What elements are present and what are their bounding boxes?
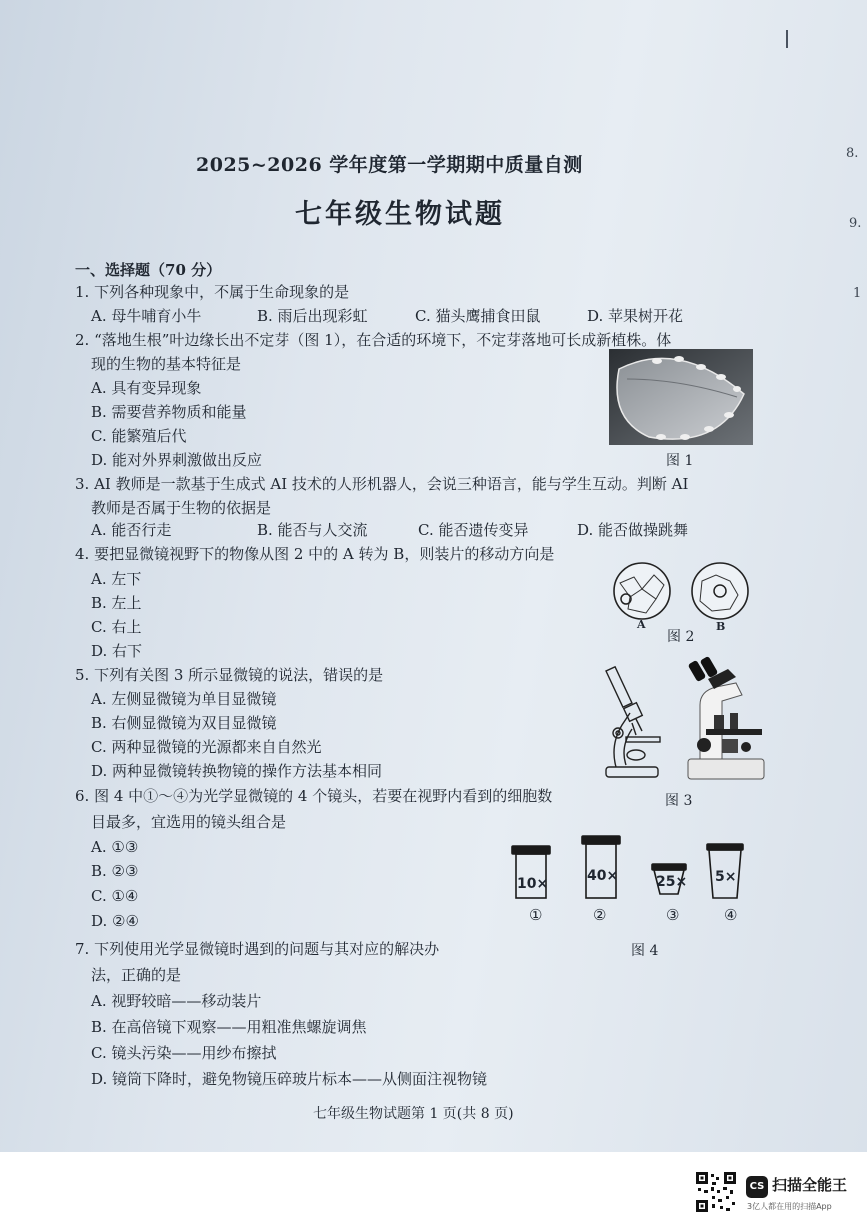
edge-mark: 9. (849, 216, 862, 231)
question-stem: 3. AI 教师是一款基于生成式 AI 技术的人形机器人，会说三种语言，能与学生互动。判断 AI (75, 475, 689, 493)
figure-1-caption: 图 1 (666, 453, 694, 469)
question-option: B. ②③ (91, 862, 139, 880)
scanner-logo-icon: CS (746, 1176, 768, 1198)
question-option: B. 需要营养物质和能量 (91, 403, 247, 421)
question-option: A. 母牛哺育小牛 (91, 307, 202, 325)
question-option: A. 左下 (91, 570, 142, 588)
question-option: C. ①④ (91, 887, 139, 905)
question-option: D. 两种显微镜转换物镜的操作方法基本相同 (91, 762, 383, 780)
question-option: B. 雨后出现彩虹 (257, 307, 368, 325)
question-option: A. ①③ (91, 838, 139, 856)
question-stem: 4. 要把显微镜视野下的物像从图 2 中的 A 转为 B，则装片的移动方向是 (75, 545, 555, 563)
question-stem: 5. 下列有关图 3 所示显微镜的说法，错误的是 (75, 666, 384, 684)
lens-3-number: ③ (666, 906, 680, 924)
question-stem: 法，正确的是 (91, 966, 182, 984)
question-option: C. 能繁殖后代 (91, 427, 187, 445)
lens-4-label: 5× (715, 869, 737, 885)
figure-3-microscopes (596, 655, 771, 785)
question-stem: 6. 图 4 中①～④为光学显微镜的 4 个镜头，若要在视野内看到的细胞数 (75, 787, 553, 805)
figure-1-leaf-photo (609, 349, 753, 445)
scanner-strip (0, 1152, 867, 1228)
figure-2-caption: 图 2 (667, 629, 695, 645)
question-option: A. 能否行走 (91, 521, 172, 539)
page-footer: 七年级生物试题第 1 页(共 8 页) (313, 1106, 514, 1122)
edge-mark: 1 (853, 286, 862, 301)
question-option: C. 镜头污染——用纱布擦拭 (91, 1044, 277, 1062)
question-stem: 7. 下列使用光学显微镜时遇到的问题与其对应的解决办 (75, 940, 440, 958)
lens-1-number: ① (529, 906, 543, 924)
question-option: B. 在高倍镜下观察——用粗准焦螺旋调焦 (91, 1018, 367, 1036)
question-stem: 教师是否属于生物的依据是 (91, 499, 272, 517)
question-option: A. 视野较暗——移动装片 (91, 992, 262, 1010)
lens-3-label: 25× (656, 874, 688, 890)
question-option: D. 苹果树开花 (587, 307, 684, 325)
question-option: D. 镜筒下降时，避免物镜压碎玻片标本——从侧面注视物镜 (91, 1070, 488, 1088)
section-heading: 一、选择题（70 分） (75, 261, 222, 279)
question-stem: 现的生物的基本特征是 (91, 355, 242, 373)
question-option: B. 左上 (91, 594, 142, 612)
question-option: D. ②④ (91, 912, 139, 930)
question-option: A. 左侧显微镜为单目显微镜 (91, 690, 277, 708)
figure-2-label-a: A (637, 618, 646, 631)
question-option: D. 能否做操跳舞 (577, 521, 689, 539)
figure-2-label-b: B (716, 620, 726, 633)
lens-1-label: 10× (517, 876, 549, 892)
question-stem: 目最多，宜选用的镜头组合是 (91, 813, 287, 831)
question-option: D. 能对外界刺激做出反应 (91, 451, 263, 469)
question-stem: 1. 下列各种现象中，不属于生命现象的是 (75, 283, 350, 301)
question-option: D. 右下 (91, 642, 143, 660)
scanner-tagline: 3亿人都在用的扫描App (747, 1202, 832, 1211)
lens-4-number: ④ (724, 906, 738, 924)
figure-2-view-fields (612, 561, 752, 623)
question-option: A. 具有变异现象 (91, 379, 202, 397)
qr-code-icon (696, 1172, 736, 1212)
question-option: B. 能否与人交流 (257, 521, 368, 539)
exam-title: 七年级生物试题 (295, 199, 505, 230)
question-option: C. 能否遗传变异 (418, 521, 529, 539)
question-stem: 2. “落地生根”叶边缘长出不定芽（图 1），在合适的环境下，不定芽落地可长成新植株。体 (75, 331, 672, 349)
edge-mark: 8. (846, 146, 859, 161)
lens-2-number: ② (593, 906, 607, 924)
exam-header: 2025~2026 学年度第一学期期中质量自测 (196, 154, 583, 176)
lens-2-label: 40× (587, 868, 619, 884)
scanner-brand: 扫描全能王 (772, 1176, 848, 1194)
figure-3-caption: 图 3 (665, 793, 693, 809)
question-option: C. 两种显微镜的光源都来自自然光 (91, 738, 322, 756)
edge-line (786, 30, 788, 48)
question-option: B. 右侧显微镜为双目显微镜 (91, 714, 277, 732)
question-option: C. 右上 (91, 618, 142, 636)
figure-4-caption: 图 4 (631, 943, 659, 959)
question-option: C. 猫头鹰捕食田鼠 (415, 307, 541, 325)
